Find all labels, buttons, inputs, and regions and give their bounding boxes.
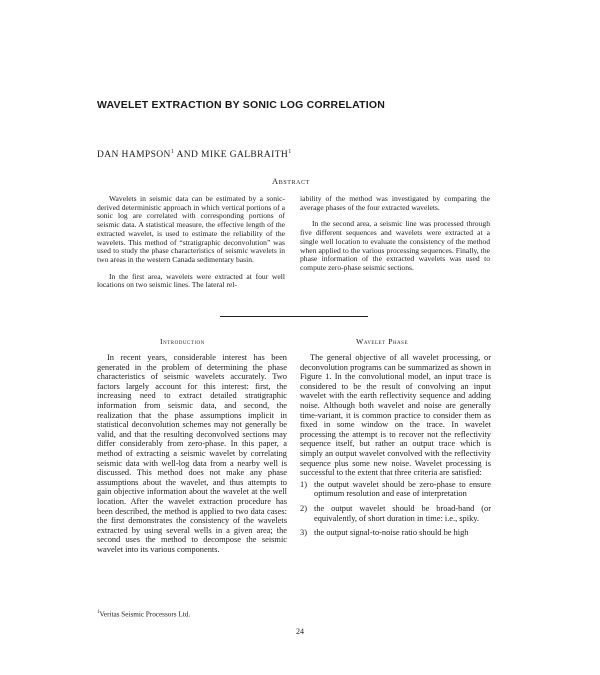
introduction-heading: Introduction <box>160 337 205 346</box>
introduction-text: In recent years, considerable interest has been generated in the problem of determining the phase characteristics of seismic wavelets accurately. Two factors largely account for this interest: first, the increasing need to extract detailed stratigraphic information from seismic data, and second, the realization that the phase assumptions implicit in statistical deconvolution schemes may not generally be valid, and that the resulting deconvolved sections may differ considerably from zero-phase. In this paper, a method of extracting a seismic wavelet by correlating seismic data with well-log data from a nearby well is discussed. This method does not make any phase assumptions about the wavelet, and thus attempts to gain objective information about the wavelet at the well location. After the wavelet extraction procedure has been described, the method is applied to two data cases: the first demonstrates the consistency of the wavelets extracted by using several wells in a given area; the second uses the method to decompose the seismic wavelet into its various components. <box>97 353 287 554</box>
author-second-mark: 1 <box>288 149 292 155</box>
list-item <box>300 504 491 523</box>
footnote-mark: 1 <box>97 610 100 615</box>
list-item-text: the output wavelet should be broad-band (or equivalently, of short duration in time: i.e., spiky. <box>314 503 491 523</box>
footnote <box>97 610 190 618</box>
page-number: 24 <box>296 627 304 636</box>
abstract-paragraph: iability of the method was investigated by comparing the average phases of the four extracted wavelets. <box>300 194 490 212</box>
list-item-number: 1) <box>300 479 307 489</box>
criteria-list <box>300 480 491 538</box>
list-item <box>300 528 491 538</box>
abstract-paragraph: In the first area, wavelets were extracted at four well locations on two seismic lines. The lateral rel- <box>97 271 285 290</box>
author-first-mark: 1 <box>170 149 175 155</box>
abstract-paragraph: Wavelets in seismic data can be estimated by a sonic-derived deterministic approach in which vertical portions of a sonic log are correlated with corresponding portions of seismic data. A statistical measure, the effective length of the extracted wavelet, is used to estimate the reliability of the wavelets. This method of “stratigraphic deconvolution” was used to study the phase characteristics of seismic wavelets in two areas in the western Canada sedimentary basin. <box>97 194 285 264</box>
list-item-text: the output wavelet should be zero-phase to ensure optimum resolution and ease of interpretation <box>314 479 491 499</box>
list-item-number: 3) <box>300 528 307 538</box>
list-item <box>300 480 491 499</box>
wavelet-phase-text: The general objective of all wavelet processing, or deconvolution programs can be summarized as shown in Figure 1. In the convolutional model, an input trace is considered to be the result of convolving an input wavelet with the earth reflectivity sequence and adding noise. Although both wavelet and noise are generally time-variant, it is common practice to consider them as fixed in some window on the trace. In wavelet processing the attempt is to recover not the reflectivity sequence itself, but rather an output trace which is simply an output wavelet convolved with the reflectivity sequence plus some new noise. Wavelet processing is successful to the extent that three criteria are satisfied: <box>300 353 491 478</box>
wavelet-phase-column <box>300 353 491 543</box>
author-second: MIKE GALBRAITH <box>201 150 289 161</box>
author-first: DAN HAMPSON <box>97 150 171 161</box>
list-item-number: 2) <box>300 503 307 513</box>
abstract-heading: Abstract <box>272 176 310 186</box>
abstract-right-column <box>300 195 490 273</box>
wavelet-phase-heading: Wavelet Phase <box>356 337 408 346</box>
author-conjunction: AND <box>174 150 202 161</box>
footnote-text: Veritas Seismic Processors Ltd. <box>99 610 191 619</box>
abstract-left-column <box>97 195 285 290</box>
abstract-paragraph: In the second area, a seismic line was processed through five different sequences and wavelets were extracted at a single well location to evaluate the consistency of the method when applied to the various processing sequences. Finally, the phase information of the extracted wavelets was used to compute zero-phase seismic sections. <box>300 219 490 272</box>
paper-title: WAVELET EXTRACTION BY SONIC LOG CORRELATION <box>97 99 386 111</box>
list-item-text: the output signal-to-noise ratio should be high <box>314 528 469 538</box>
section-divider <box>220 316 368 317</box>
paper-authors <box>97 149 292 160</box>
